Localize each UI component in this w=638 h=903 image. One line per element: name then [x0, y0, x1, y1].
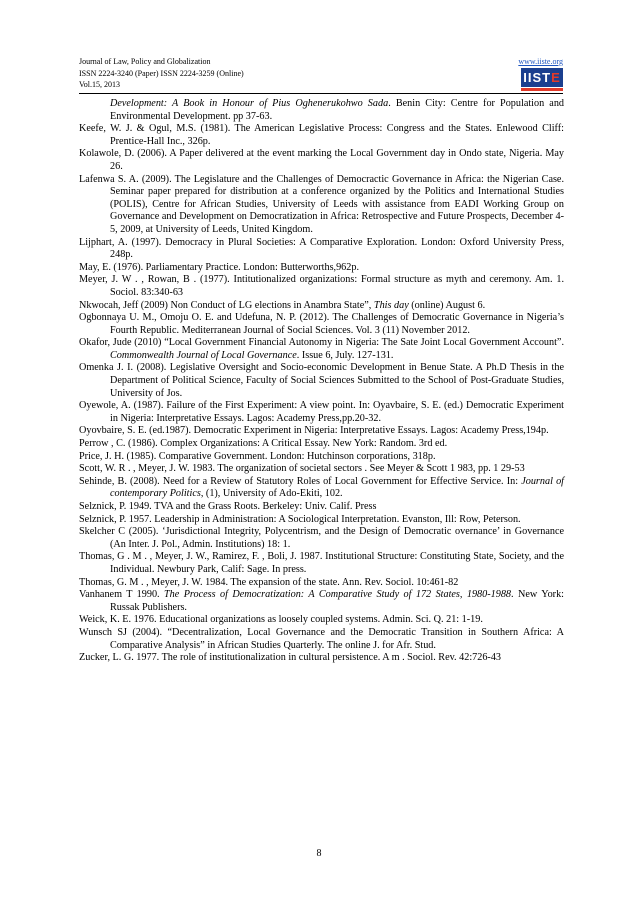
reference-entry [79, 425, 564, 438]
reference-entry [79, 123, 564, 148]
header-divider [79, 93, 563, 94]
reference-text: Meyer, J. W . , Rowan, B . (1977). Intitutionalized organizations: Formal structure as myth and ceremony. Am. 1. Sociol. 83:340-63 [79, 274, 564, 298]
reference-text: (online) August 6. [408, 299, 486, 311]
reference-text: Thomas, G. M . , Meyer, J. W. 1984. The expansion of the state. Ann. Rev. Sociol. 10:461-82 [79, 576, 459, 588]
reference-text: Lafenwa S. A. (2009). The Legislature and the Challenges of Democractic Governance in Africa: the Nigerian Case. Seminar paper prepared for distribution at a conference organized by the Politics and International Studies (POLIS), Centre for African Studies, University of Leeds with assistance from EADI Working Group on Governance and Development on Democratization in Africa: Retrospective and Future Prospects, December 4-5, 2009, at University of Leeds, United Kingdom. [79, 173, 564, 235]
reference-text: Selznick, P. 1949. TVA and the Grass Roots. Berkeley: Univ. Calif. Press [79, 501, 377, 512]
reference-entry [79, 312, 564, 337]
reference-entry [79, 337, 564, 362]
reference-entry [79, 589, 564, 614]
reference-entry [79, 501, 564, 514]
reference-text: Kolawole, D. (2006). A Paper delivered at the event marking the Local Government day in Ondo state, Nigeria. May 26. [79, 148, 564, 172]
volume-line: Vol.15, 2013 [79, 80, 120, 90]
reference-list [79, 98, 564, 665]
reference-text: Nkwocah, Jeff (2009) Non Conduct of LG elections in Anambra State”, [79, 299, 374, 311]
reference-entry [79, 362, 564, 400]
reference-entry [79, 300, 564, 313]
reference-text: Selznick, P. 1957. Leadership in Administration: A Sociological Interpretation. Evanston, Ill: Row, Peterson. [79, 513, 521, 525]
reference-entry [79, 551, 564, 576]
reference-entry [79, 451, 564, 464]
reference-entry [79, 476, 564, 501]
reference-text: Weick, K. E. 1976. Educational organizations as loosely coupled systems. Admin. Sci. Q. 21: 1-19. [79, 614, 483, 626]
reference-text: Oyovbaire, S. E. (ed.1987). Democratic Experiment in Nigeria: Interpretative Essays. Lagos: Academy Press,194p. [79, 425, 549, 437]
reference-text: . Benin City: Centre for Population and Environmental Development. pp 37-63. [110, 98, 565, 122]
reference-entry [79, 174, 564, 237]
reference-text: Keefe, W. J. & Ogul, M.S. (1981). The American Legislative Process: Congress and the States. Enlewood Cliff: Prentice-Hall Inc., 326p. [79, 123, 564, 147]
reference-entry [79, 526, 564, 551]
reference-entry [79, 514, 564, 527]
journal-title: Journal of Law, Policy and Globalization [79, 57, 211, 66]
reference-text: Thomas, G . M . , Meyer, J. W., Ramirez, F. , Boli, J. 1987. Institutional Structure: Constituting State, Society, and the Individual. Newbury Park, Calif: Sage. In press. [79, 551, 564, 575]
reference-text: . New York: Russak Publishers. [110, 589, 564, 613]
reference-text: Scott, W. R . , Meyer, J. W. 1983. The organization of societal sectors . See Meyer & Scott 1 983, pp. 1 29-53 [79, 463, 525, 475]
reference-italic-title: This day [373, 299, 409, 311]
reference-entry [79, 652, 564, 665]
reference-text: Sehinde, B. (2008). Need for a Review of Statutory Roles of Local Government for Effective Service. In: [79, 475, 522, 487]
reference-text: , (1), University of Ado-Ekiti, 102. [200, 488, 343, 500]
page-header [79, 56, 563, 91]
journal-url-link[interactable]: www.iiste.org [518, 57, 563, 66]
reference-text: . Issue 6, July. 127-131. [296, 349, 394, 361]
reference-text: Vanhanem T 1990. [79, 589, 165, 601]
reference-text: Price, J. H. (1985). Comparative Government. London: Hutchinson corporations, 318p. [79, 450, 436, 462]
issn-line: ISSN 2224-3240 (Paper) ISSN 2224-3259 (Online) [79, 68, 244, 78]
reference-italic-title: Development: A Book in Honour of Pius Oghenerukohwo Sada [110, 98, 389, 109]
reference-entry [79, 627, 564, 652]
reference-entry [79, 98, 564, 123]
reference-italic-title: Commonwealth Journal of Local Governance [110, 349, 297, 361]
reference-text: May, E. (1976). Parliamentary Practice. London: Butterworths,962p. [79, 261, 359, 273]
reference-text: Okafor, Jude (2010) “Local Government Financial Autonomy in Nigeria: The Sate Joint Local Government Account”. [79, 337, 564, 349]
reference-text: Wunsch SJ (2004). “Decentralization, Local Governance and the Democratic Transition in Southern Africa: A Comparative Analysis” in African Studies Quarterly. The online J. for Afr. Stud. [79, 626, 564, 651]
reference-text: Perrow , C. (1986). Complex Organizations: A Critical Essay. New York: Random. 3rd ed. [79, 438, 448, 450]
reference-entry [79, 614, 564, 627]
reference-entry [79, 148, 564, 173]
reference-entry [79, 274, 564, 299]
reference-text: Skelcher C (2005). ‘Jurisdictional Integrity, Polycentrism, and the Design of Democratic overnance’ in Governance (An Inter. J. Pol., Admin. Institutions) 18: 1. [79, 526, 564, 550]
reference-text: Omenka J. I. (2008). Legislative Oversight and Socio-economic Development in Benue State. A Ph.D Thesis in the Department of Political Science, Faculty of Social Sciences Submitted to the School of Post-Graduate Studies, University of Jos. [79, 362, 564, 399]
reference-text: Zucker, L. G. 1977. The role of institutionalization in cultural persistence. A m . Sociol. Rev. 42:726-43 [79, 652, 502, 664]
reference-entry [79, 577, 564, 590]
iiste-logo [521, 68, 563, 96]
reference-text: Oyewole, A. (1987). Failure of the First Experiment: A view point. In: Oyavbaire, S. E. (ed.) Democratic Experiment in Nigeria: Interpretative Essays. Lagos: Academy Press,pp.20-32. [79, 400, 564, 424]
reference-entry [79, 438, 564, 451]
reference-text: Ogbonnaya U. M., Omoju O. E. and Udefuna, N. P. (2012). The Challenges of Democratic Governance in Nigeria’s Fourth Republic. Mediterranean Journal of Social Sciences. Vol. 3 (11) November 2012. [79, 312, 564, 336]
reference-entry [79, 237, 564, 262]
reference-entry [79, 400, 564, 425]
reference-italic-title: The Process of Democratization: A Comparative Study of 172 States, 1980-1988 [164, 589, 512, 601]
reference-text: Lijphart, A. (1997). Democracy in Plural Societies: A Comparative Exploration. London: Oxford University Press, 248p. [79, 236, 564, 261]
reference-italic-title: Journal of contemporary Politics [110, 475, 564, 500]
iiste-logo-text: IISTE [523, 70, 561, 85]
reference-entry [79, 262, 564, 275]
page-number: 8 [316, 848, 322, 859]
reference-entry [79, 463, 564, 476]
